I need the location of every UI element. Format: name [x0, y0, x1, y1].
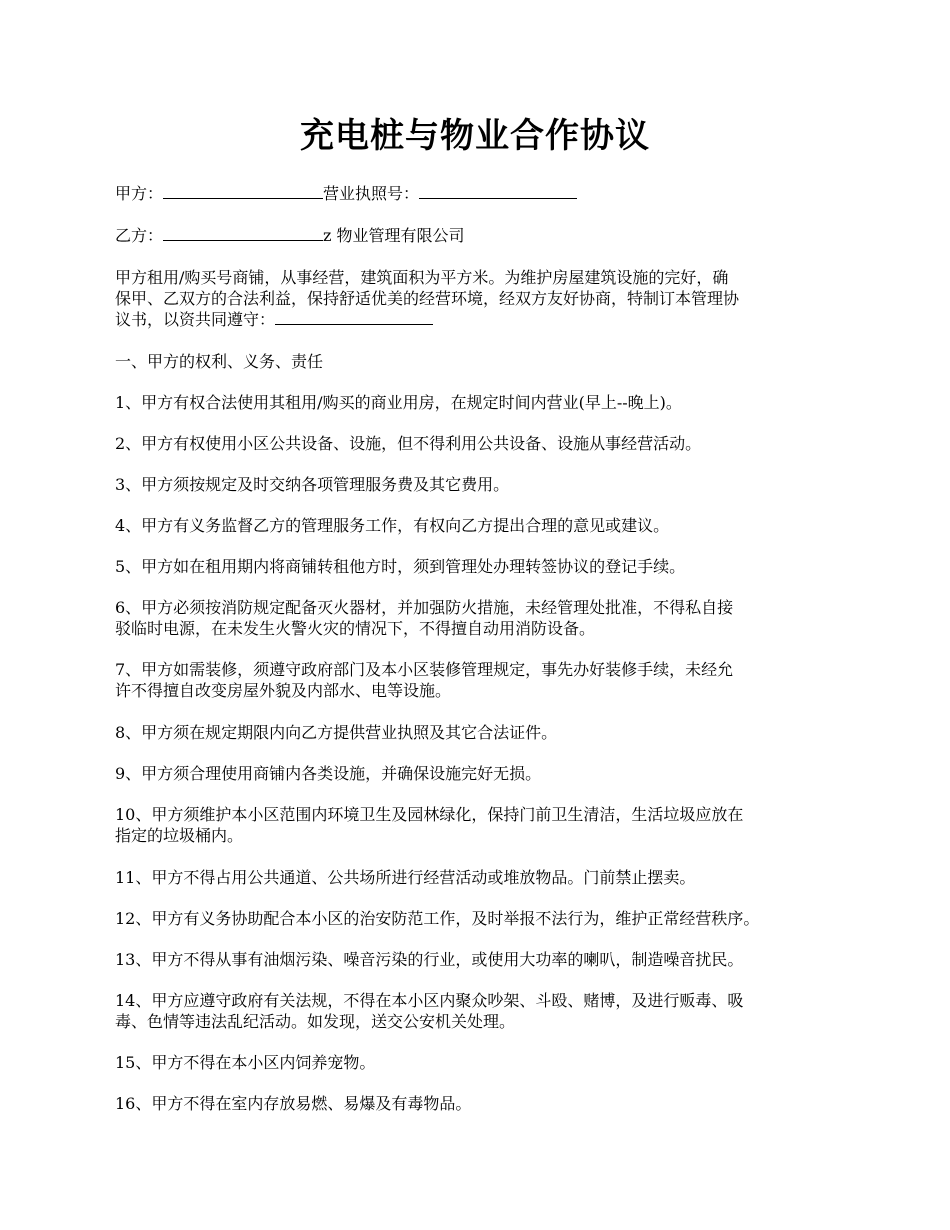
- clause-line: 3、甲方须按规定及时交纳各项管理服务费及其它费用。: [115, 475, 510, 494]
- clause-13: [115, 949, 850, 970]
- party-b-company: z 物业管理有限公司: [323, 226, 465, 245]
- clause-line: 8、甲方须在规定期限内向乙方提供营业执照及其它合法证件。: [115, 723, 558, 742]
- clause-line: 4、甲方有义务监督乙方的管理服务工作，有权向乙方提出合理的意见或建议。: [115, 516, 670, 535]
- page-title: 充电桩与物业合作协议: [300, 116, 650, 156]
- party-b-label: 乙方：: [115, 226, 164, 245]
- clause-9: [115, 763, 850, 784]
- clause-line: 12、甲方有义务协助配合本小区的治安防范工作，及时举报不法行为，维护正常经营秩序。: [115, 909, 760, 928]
- clause-line: 10、甲方须维护本小区范围内环境卫生及园林绿化，保持门前卫生清洁，生活垃圾应放在: [115, 805, 744, 824]
- intro-line-1: 甲方租用/购买号商铺，从事经营，建筑面积为平方米。为维护房屋建筑设施的完好，确: [115, 268, 729, 287]
- section-heading: 一、甲方的权利、义务、责任: [115, 352, 324, 371]
- clause-line: 1、甲方有权合法使用其租用/购买的商业用房，在规定时间内营业(早上--晚上)。: [115, 393, 682, 412]
- clause-line: 6、甲方必须按消防规定配备灭火器材，并加强防火措施，未经管理处批准，不得私自接: [115, 598, 734, 617]
- clause-6: [115, 597, 850, 639]
- clause-line: 16、甲方不得在室内存放易燃、易爆及有毒物品。: [115, 1094, 472, 1113]
- intro-blank: [275, 309, 433, 325]
- clause-11: [115, 867, 850, 888]
- clause-4: [115, 515, 850, 536]
- party-a-line: [115, 183, 850, 204]
- clause-1: [115, 392, 850, 413]
- clause-line: 2、甲方有权使用小区公共设备、设施，但不得利用公共设备、设施从事经营活动。: [115, 434, 702, 453]
- intro-line-3: 议书，以资共同遵守：: [115, 310, 276, 329]
- clause-line: 9、甲方须合理使用商铺内各类设施，并确保设施完好无损。: [115, 764, 542, 783]
- intro-line-2: 保甲、乙双方的合法利益，保持舒适优美的经营环境，经双方友好协商，特制订本管理协: [115, 289, 740, 308]
- clause-5: [115, 556, 850, 577]
- clause-12: [115, 908, 850, 929]
- intro-paragraph: [115, 267, 850, 330]
- clause-3: [115, 474, 850, 495]
- clause-line: 许不得擅自改变房屋外貌及内部水、电等设施。: [115, 681, 452, 700]
- clause-line: 驳临时电源，在未发生火警火灾的情况下，不得擅自动用消防设备。: [115, 619, 596, 638]
- clause-15: [115, 1052, 850, 1073]
- clause-line: 13、甲方不得从事有油烟污染、噪音污染的行业，或使用大功率的喇叭，制造噪音扰民。: [115, 950, 744, 969]
- clause-16: [115, 1093, 850, 1114]
- clause-line: 14、甲方应遵守政府有关法规，不得在本小区内聚众吵架、斗殴、赌博，及进行贩毒、吸: [115, 991, 744, 1010]
- clause-line: 5、甲方如在租用期内将商铺转租他方时，须到管理处办理转签协议的登记手续。: [115, 557, 686, 576]
- clause-7: [115, 659, 850, 701]
- clause-line: 毒、色情等违法乱纪活动。如发现，送交公安机关处理。: [115, 1012, 516, 1031]
- license-label: 营业执照号：: [323, 184, 420, 203]
- clause-line: 7、甲方如需装修，须遵守政府部门及本小区装修管理规定，事先办好装修手续，未经允: [115, 660, 734, 679]
- clause-line: 11、甲方不得占用公共通道、公共场所进行经营活动或堆放物品。门前禁止摆卖。: [115, 868, 696, 887]
- party-b-line: [115, 225, 850, 246]
- clause-10: [115, 804, 850, 846]
- clause-8: [115, 722, 850, 743]
- clause-14: [115, 990, 850, 1032]
- clause-2: [115, 433, 850, 454]
- party-a-blank: [163, 183, 323, 199]
- clause-line: 指定的垃圾桶内。: [115, 826, 244, 845]
- clause-line: 15、甲方不得在本小区内饲养宠物。: [115, 1053, 376, 1072]
- license-blank: [419, 183, 577, 199]
- party-b-blank: [163, 225, 323, 241]
- party-a-label: 甲方：: [115, 184, 164, 203]
